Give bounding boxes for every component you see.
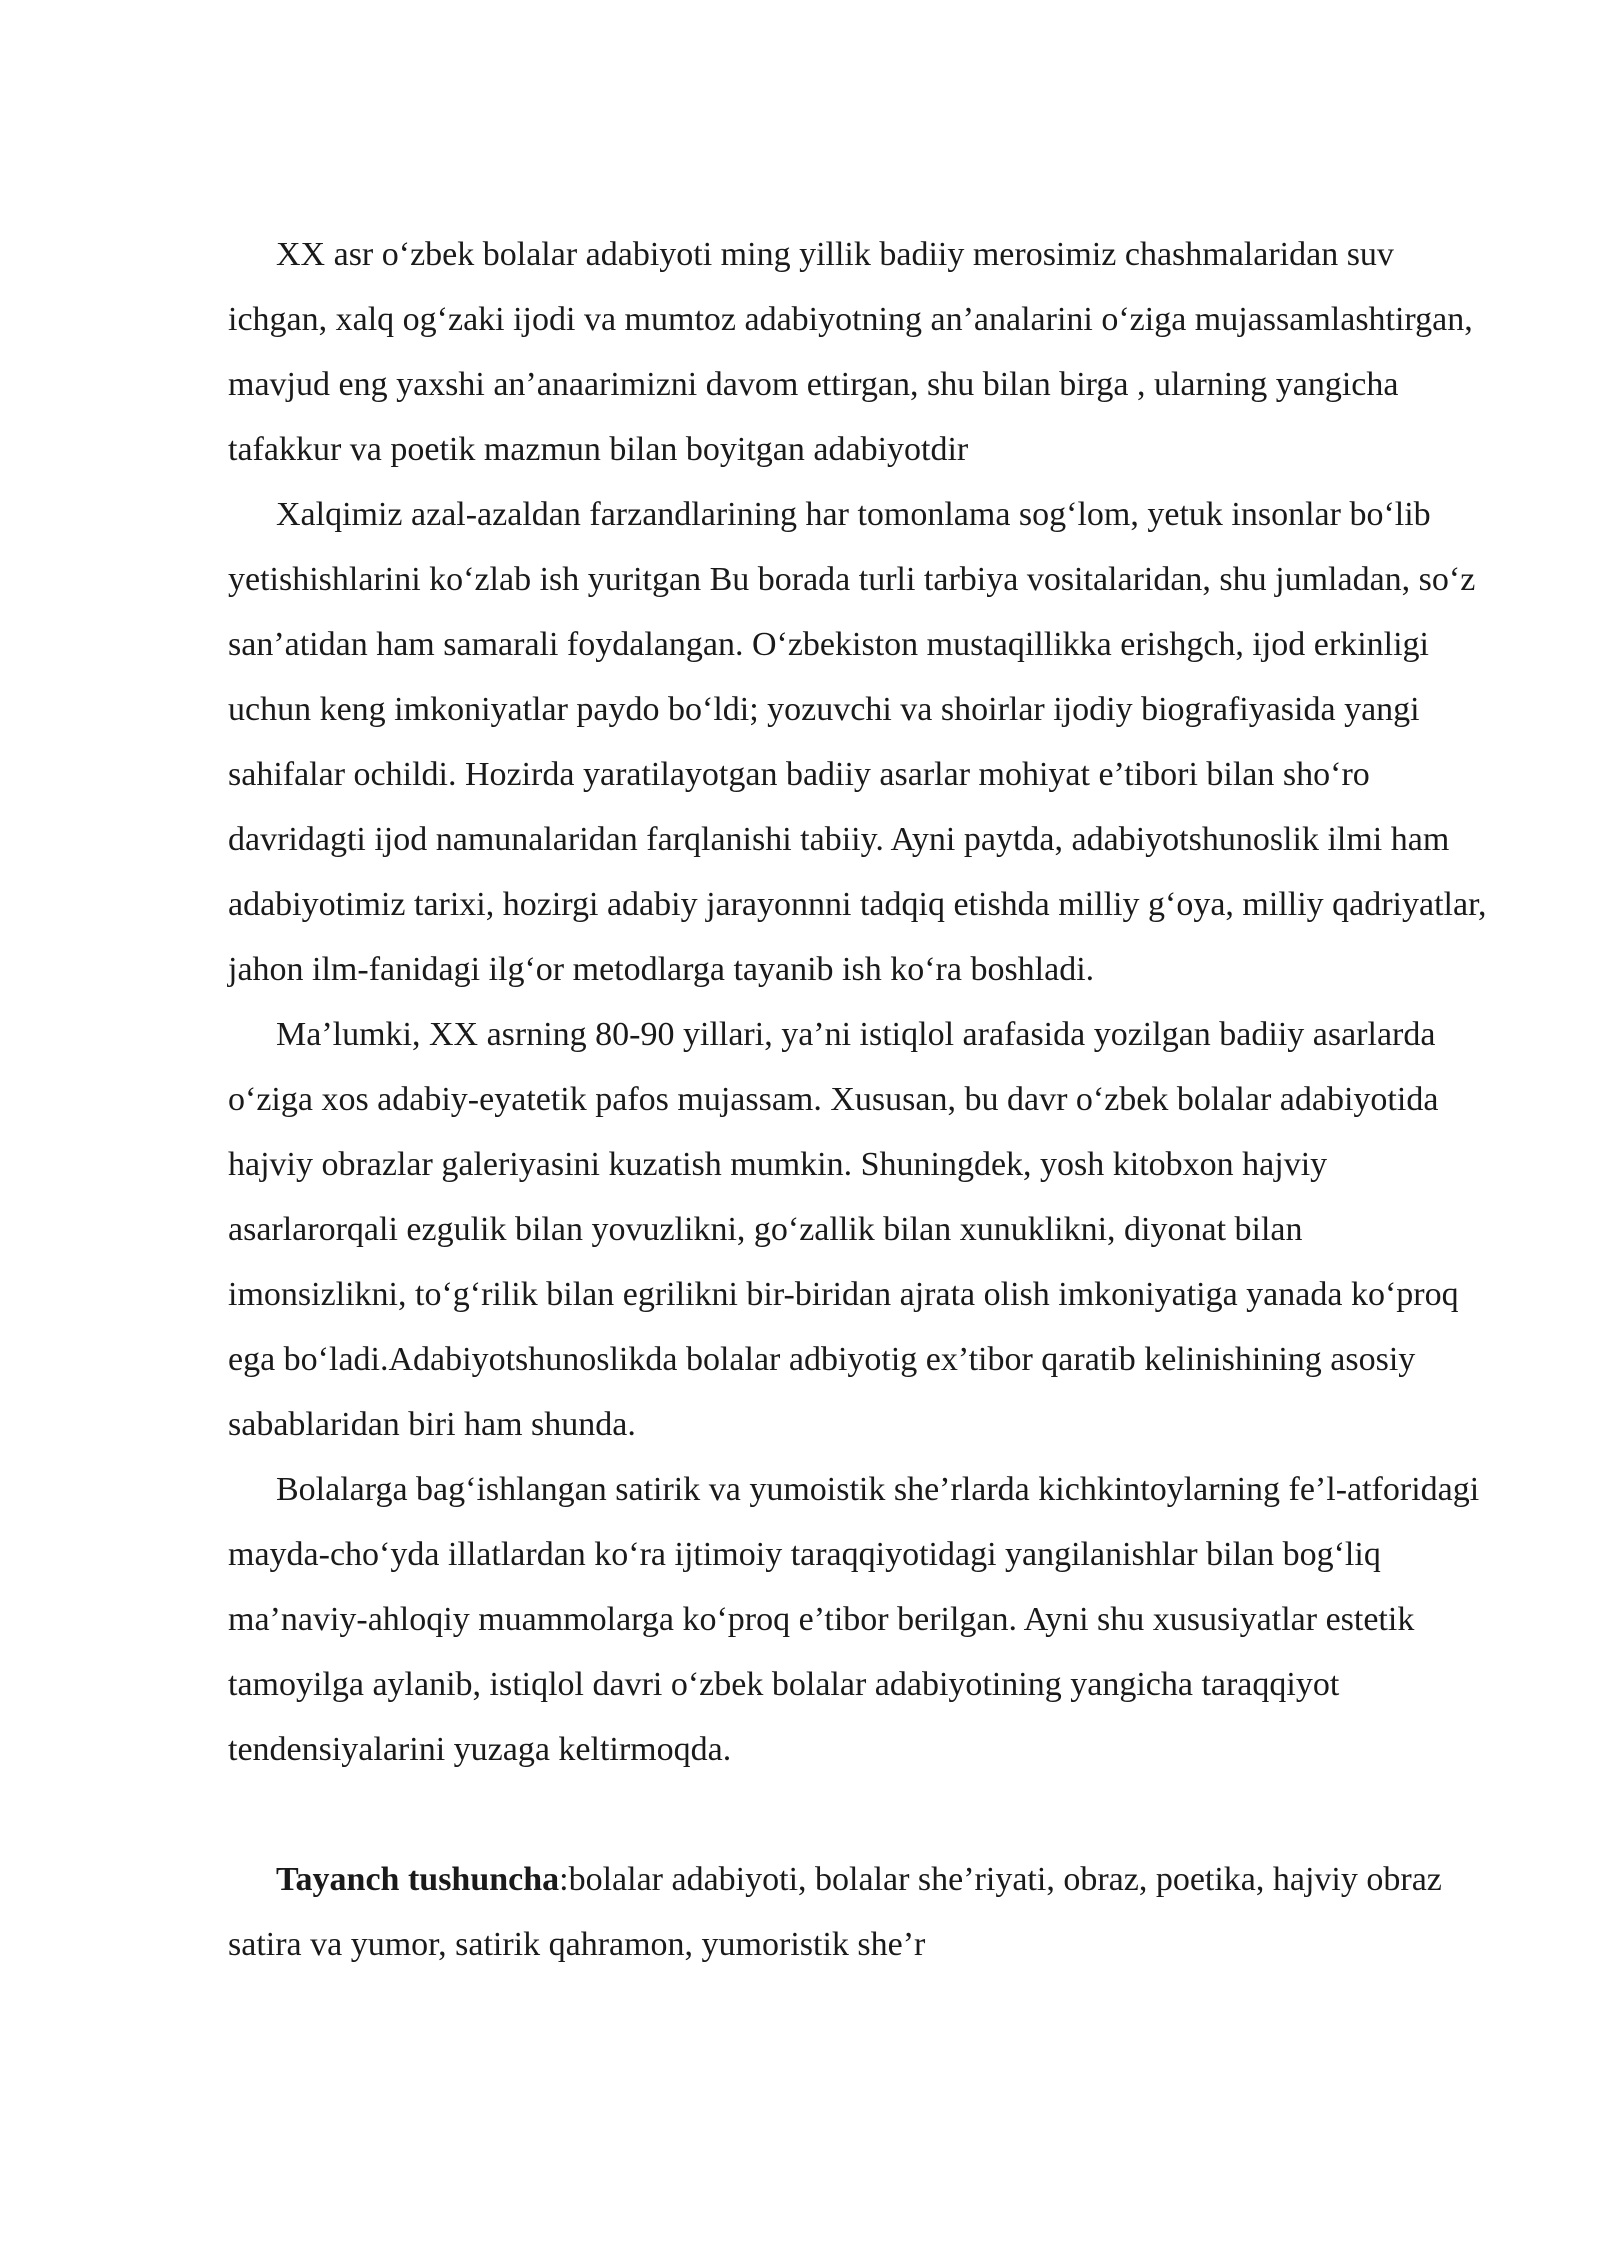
document-body	[228, 222, 1488, 1977]
paragraph-1: XX asr o‘zbek bolalar adabiyoti ming yillik badiiy merosimiz chashmalaridan suv ichgan, xalq og‘zaki ijodi va mumtoz adabiyotning an’analarini o‘ziga mujassamlashtirgan, mavjud eng yaxshi an’anaarimizni davom ettirgan, shu bilan birga , ularning yangicha tafakkur va poetik mazmun bilan boyitgan adabiyotdir	[228, 236, 1473, 468]
paragraph-2: Xalqimiz azal-azaldan farzandlarining har tomonlama sog‘lom, yetuk insonlar bo‘lib yetishishlarini ko‘zlab ish yuritgan Bu borada turli tarbiya vositalaridan, shu jumladan, so‘z san’atidan ham samarali foydalangan. O‘zbekiston mustaqillikka erishgch, ijod erkinligi uchun keng imkoniyatlar paydo bo‘ldi; yozuvchi va shoirlar ijodiy biografiyasida yangi sahifalar ochildi. Hozirda yaratilayotgan badiiy asarlar mohiyat e’tibori bilan sho‘ro davridagti ijod namunalaridan farqlanishi tabiiy. Ayni paytda, adabiyotshunoslik ilmi ham adabiyotimiz tarixi, hozirgi adabiy jarayonnni tadqiq etishda milliy g‘oya, milliy qadriyatlar, jahon ilm-fanidagi ilg‘or metodlarga tayanib ish ko‘ra boshladi.	[228, 496, 1487, 988]
keywords-text: :bolalar adabiyoti, bolalar she’riyati, obraz, poetika, hajviy obraz satira va yumor, satirik qahramon, yumoristik she’r	[228, 1861, 1442, 1963]
keywords-paragraph	[228, 1847, 1488, 1977]
blank-line	[228, 1782, 1488, 1847]
keywords-label: Tayanch tushuncha	[276, 1861, 560, 1898]
paragraph-4: Bolalarga bag‘ishlangan satirik va yumoistik she’rlarda kichkintoylarning fe’l-atforidagi mayda-cho‘yda illatlardan ko‘ra ijtimoiy taraqqiyotidagi yangilanishlar bilan bog‘liq ma’naviy-ahloqiy muammolarga ko‘proq e’tibor berilgan. Ayni shu xususiyatlar estetik tamoyilga aylanib, istiqlol davri o‘zbek bolalar adabiyotining yangicha taraqqiyot tendensiyalarini yuzaga keltirmoqda.	[228, 1471, 1480, 1768]
paragraph-3: Ma’lumki, XX asrning 80-90 yillari, ya’ni istiqlol arafasida yozilgan badiiy asarlarda o‘ziga xos adabiy-eyatetik pafos mujassam. Xususan, bu davr o‘zbek bolalar adabiyotida hajviy obrazlar galeriyasini kuzatish mumkin. Shuningdek, yosh kitobxon hajviy asarlarorqali ezgulik bilan yovuzlikni, go‘zallik bilan xunuklikni, diyonat bilan imonsizlikni, to‘g‘rilik bilan egrilikni bir-biridan ajrata olish imkoniyatiga yanada ko‘proq ega bo‘ladi.Adabiyotshunoslikda bolalar adbiyotig ex’tibor qaratib kelinishining asosiy sabablaridan biri ham shunda.	[228, 1016, 1459, 1443]
